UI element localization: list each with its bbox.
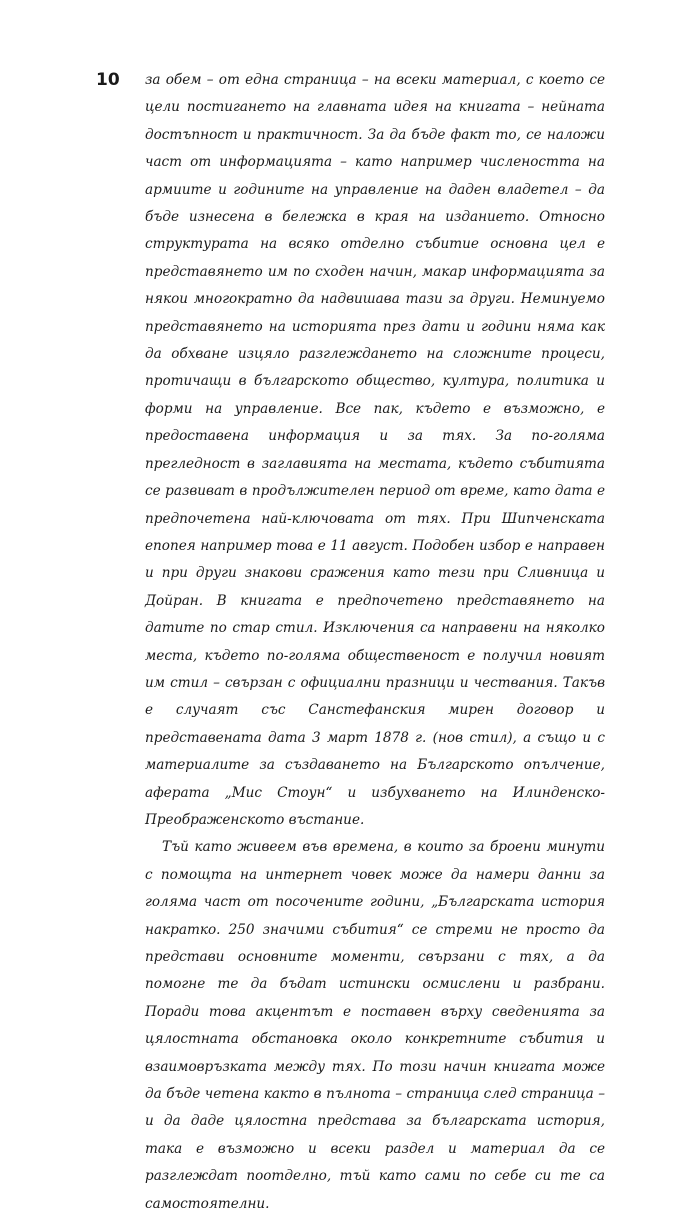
paragraph-1: за обем – от една страница – на всеки материал, с което се цели постигането на главната идея на книгата – нейната достъпност и практичност. За да бъде факт то, се наложи част от информацията – като например числеността на армиите и годините на управление на даден владетел – да бъде изнесена в бележка в края на изданието. Относно структурата на всяко отделно събитие основна цел е представянето им по сходен начин, макар информацията за някои многократно да надвишава тази за други. Неминуемо представянето на историята през дати и години няма как да обхване изцяло разглеждането на сложните процеси, протичащи в българското общество, култура, политика и форми на управление. Все пак, където е възможно, е предоставена информация и за тях. За по-голяма прегледност в заглавията на местата, където събитията се развиват в продължителен период от време, като дата е предпочетена най-ключовата от тях. При Шипченската епопея например това е 11 август. Подобен избор е направен и при други знакови сражения като тези при Сливница и Дойран. В книгата е предпочетено представянето на датите по стар стил. Изключения са направени на няколко места, където по-голяма общественост е получил новият им стил – свързан с официални празници и чествания. Такъв е случаят със Санстефанския мирен договор и представената дата 3 март 1878 г. (нов стил), а също и с материалите за създаването на Българското опълчение, аферата „Мис Стоун“ и избухването на Илинденско-Преображенското въстание. <box>145 72 605 828</box>
paragraph-2: Тъй като живеем във времена, в които за броени минути с помощта на интернет човек може да намери данни за голяма част от посочените години, „Българската история накратко. 250 значими събития“ се стреми не просто да представи основните моменти, свързани с тях, а да помогне те да бъдат истински осмислени и разбрани. Поради това акцентът е поставен върху сведенията за цялостната обстановка около конкретните събития и взаимовръзката между тях. По този начин книгата може да бъде четена както в пълнота – страница след страница – и да даде цялостна представа за българската история, така е възможно и всеки раздел и материал да се разглеждат поотделно, тъй като сами по себе си те са самостоятелни. <box>145 839 605 1212</box>
body-text <box>145 67 605 1218</box>
page-number: 10 <box>96 70 120 90</box>
